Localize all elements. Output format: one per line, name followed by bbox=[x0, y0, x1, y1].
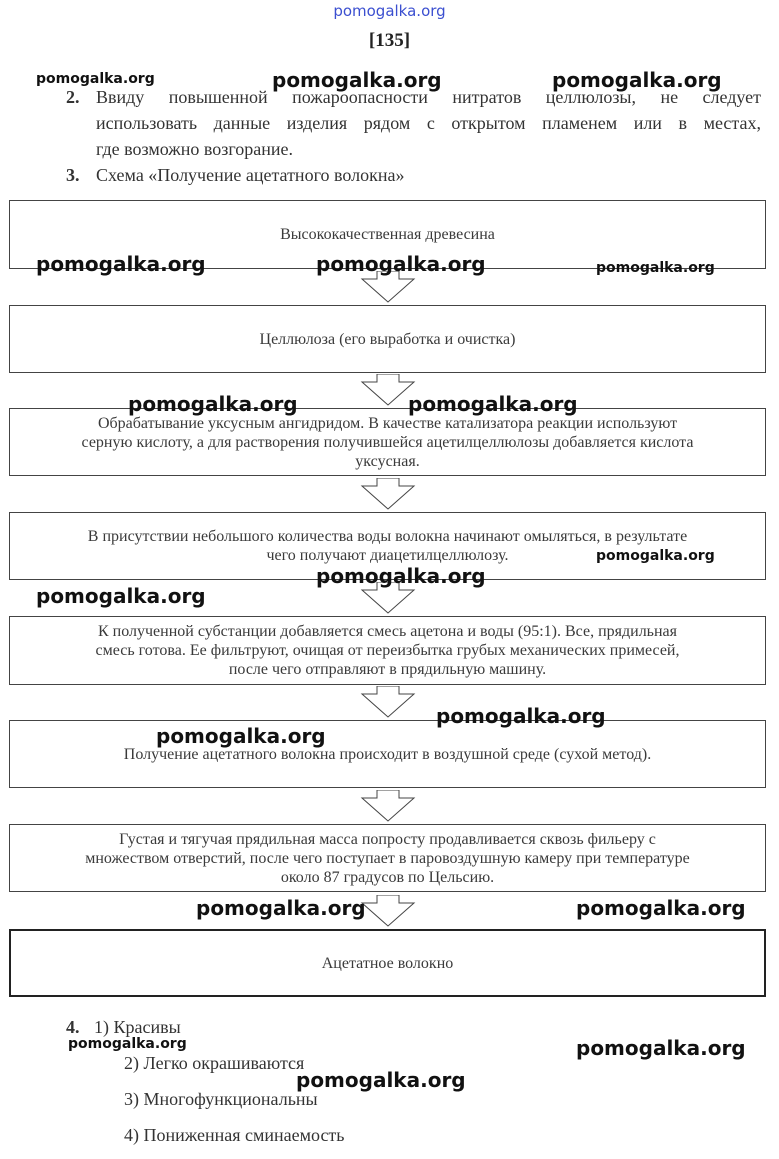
step-line: Ацетатное волокно bbox=[321, 954, 454, 972]
watermark: pomogalka.org bbox=[552, 68, 722, 92]
site-link[interactable]: pomogalka.org bbox=[333, 2, 446, 20]
scheme-step-7 bbox=[9, 824, 766, 892]
scheme-step-3 bbox=[9, 408, 766, 476]
step-line: уксусная. bbox=[355, 452, 420, 470]
paragraph-number: 2. bbox=[66, 87, 80, 107]
watermark: pomogalka.org bbox=[576, 1036, 746, 1060]
paragraph-line: где возможно возгорание. bbox=[96, 139, 294, 159]
step-line: В присутствии небольшого количества воды волокна начинают омыляться, в результате bbox=[87, 528, 688, 545]
paragraph-line: использовать данные изделия рядом с открытом пламенем или в местах, bbox=[96, 113, 761, 133]
watermark: pomogalka.org bbox=[156, 724, 326, 748]
step-line: множеством отверстий, после чего поступает в паровоздушную камеру при температуре bbox=[85, 849, 690, 867]
answer-4 bbox=[66, 1017, 181, 1038]
paragraph-number: 4. bbox=[66, 1017, 80, 1037]
arrow-down-icon bbox=[360, 478, 416, 510]
watermark: pomogalka.org bbox=[296, 1068, 466, 1092]
list-item: 4) Пониженная сминаемость bbox=[124, 1125, 345, 1145]
watermark: pomogalka.org bbox=[128, 392, 298, 416]
watermark: pomogalka.org bbox=[272, 68, 442, 92]
paragraph-3 bbox=[66, 162, 766, 188]
watermark: pomogalka.org bbox=[596, 548, 715, 564]
paragraph-line: Ввиду повышенной пожароопасности нитратов целлюлозы, не следует bbox=[96, 87, 761, 107]
step-line: после чего отправляют в прядильную машину. bbox=[228, 661, 547, 678]
step-line: серную кислоту, а для растворения получившейся ацетилцеллюлозы добавляется кислота bbox=[81, 433, 694, 451]
watermark: pomogalka.org bbox=[68, 1036, 187, 1052]
step-line: Высококачественная древесина bbox=[280, 226, 495, 243]
step-line: около 87 градусов по Цельсию. bbox=[280, 868, 495, 886]
step-line: Целлюлоза (его выработка и очистка) bbox=[259, 330, 516, 348]
paragraph-number: 3. bbox=[66, 165, 80, 185]
step-line: чего получают диацетилцеллюлозу. bbox=[266, 547, 509, 564]
watermark: pomogalka.org bbox=[36, 71, 155, 87]
scheme-step-8 bbox=[9, 929, 766, 997]
step-line: Получение ацетатного волокна происходит в воздушной среде (сухой метод). bbox=[123, 745, 652, 763]
step-line: Обрабатывание уксусным ангидридом. В качестве катализатора реакции используют bbox=[97, 414, 678, 432]
scheme-step-2 bbox=[9, 305, 766, 373]
scheme-step-6 bbox=[9, 720, 766, 788]
arrow-down-icon bbox=[360, 686, 416, 718]
list-item: 2) Легко окрашиваются bbox=[124, 1053, 305, 1073]
scheme-title: Схема «Получение ацетатного волокна» bbox=[96, 165, 405, 185]
step-line: Густая и тягучая прядильная масса попросту продавливается сквозь фильеру с bbox=[119, 830, 656, 848]
watermark: pomogalka.org bbox=[196, 896, 366, 920]
list-item: 1) Красивы bbox=[94, 1017, 181, 1037]
watermark: pomogalka.org bbox=[36, 584, 206, 608]
page-number: [135] bbox=[368, 30, 411, 51]
arrow-down-icon bbox=[360, 895, 416, 927]
step-line: смесь готова. Ее фильтруют, очищая от переизбытка грубых механических примесей, bbox=[95, 642, 680, 659]
watermark: pomogalka.org bbox=[316, 564, 486, 588]
scheme-step-5 bbox=[9, 616, 766, 685]
watermark: pomogalka.org bbox=[576, 896, 746, 920]
watermark: pomogalka.org bbox=[408, 392, 578, 416]
watermark: pomogalka.org bbox=[436, 704, 606, 728]
watermark: pomogalka.org bbox=[316, 252, 486, 276]
watermark: pomogalka.org bbox=[36, 252, 206, 276]
watermark: pomogalka.org bbox=[596, 260, 715, 276]
step-line: К полученной субстанции добавляется смесь ацетона и воды (95:1). Все, прядильная bbox=[98, 623, 677, 640]
arrow-down-icon bbox=[360, 790, 416, 822]
list-item: 3) Многофункциональны bbox=[124, 1089, 318, 1109]
paragraph-2 bbox=[66, 84, 766, 162]
